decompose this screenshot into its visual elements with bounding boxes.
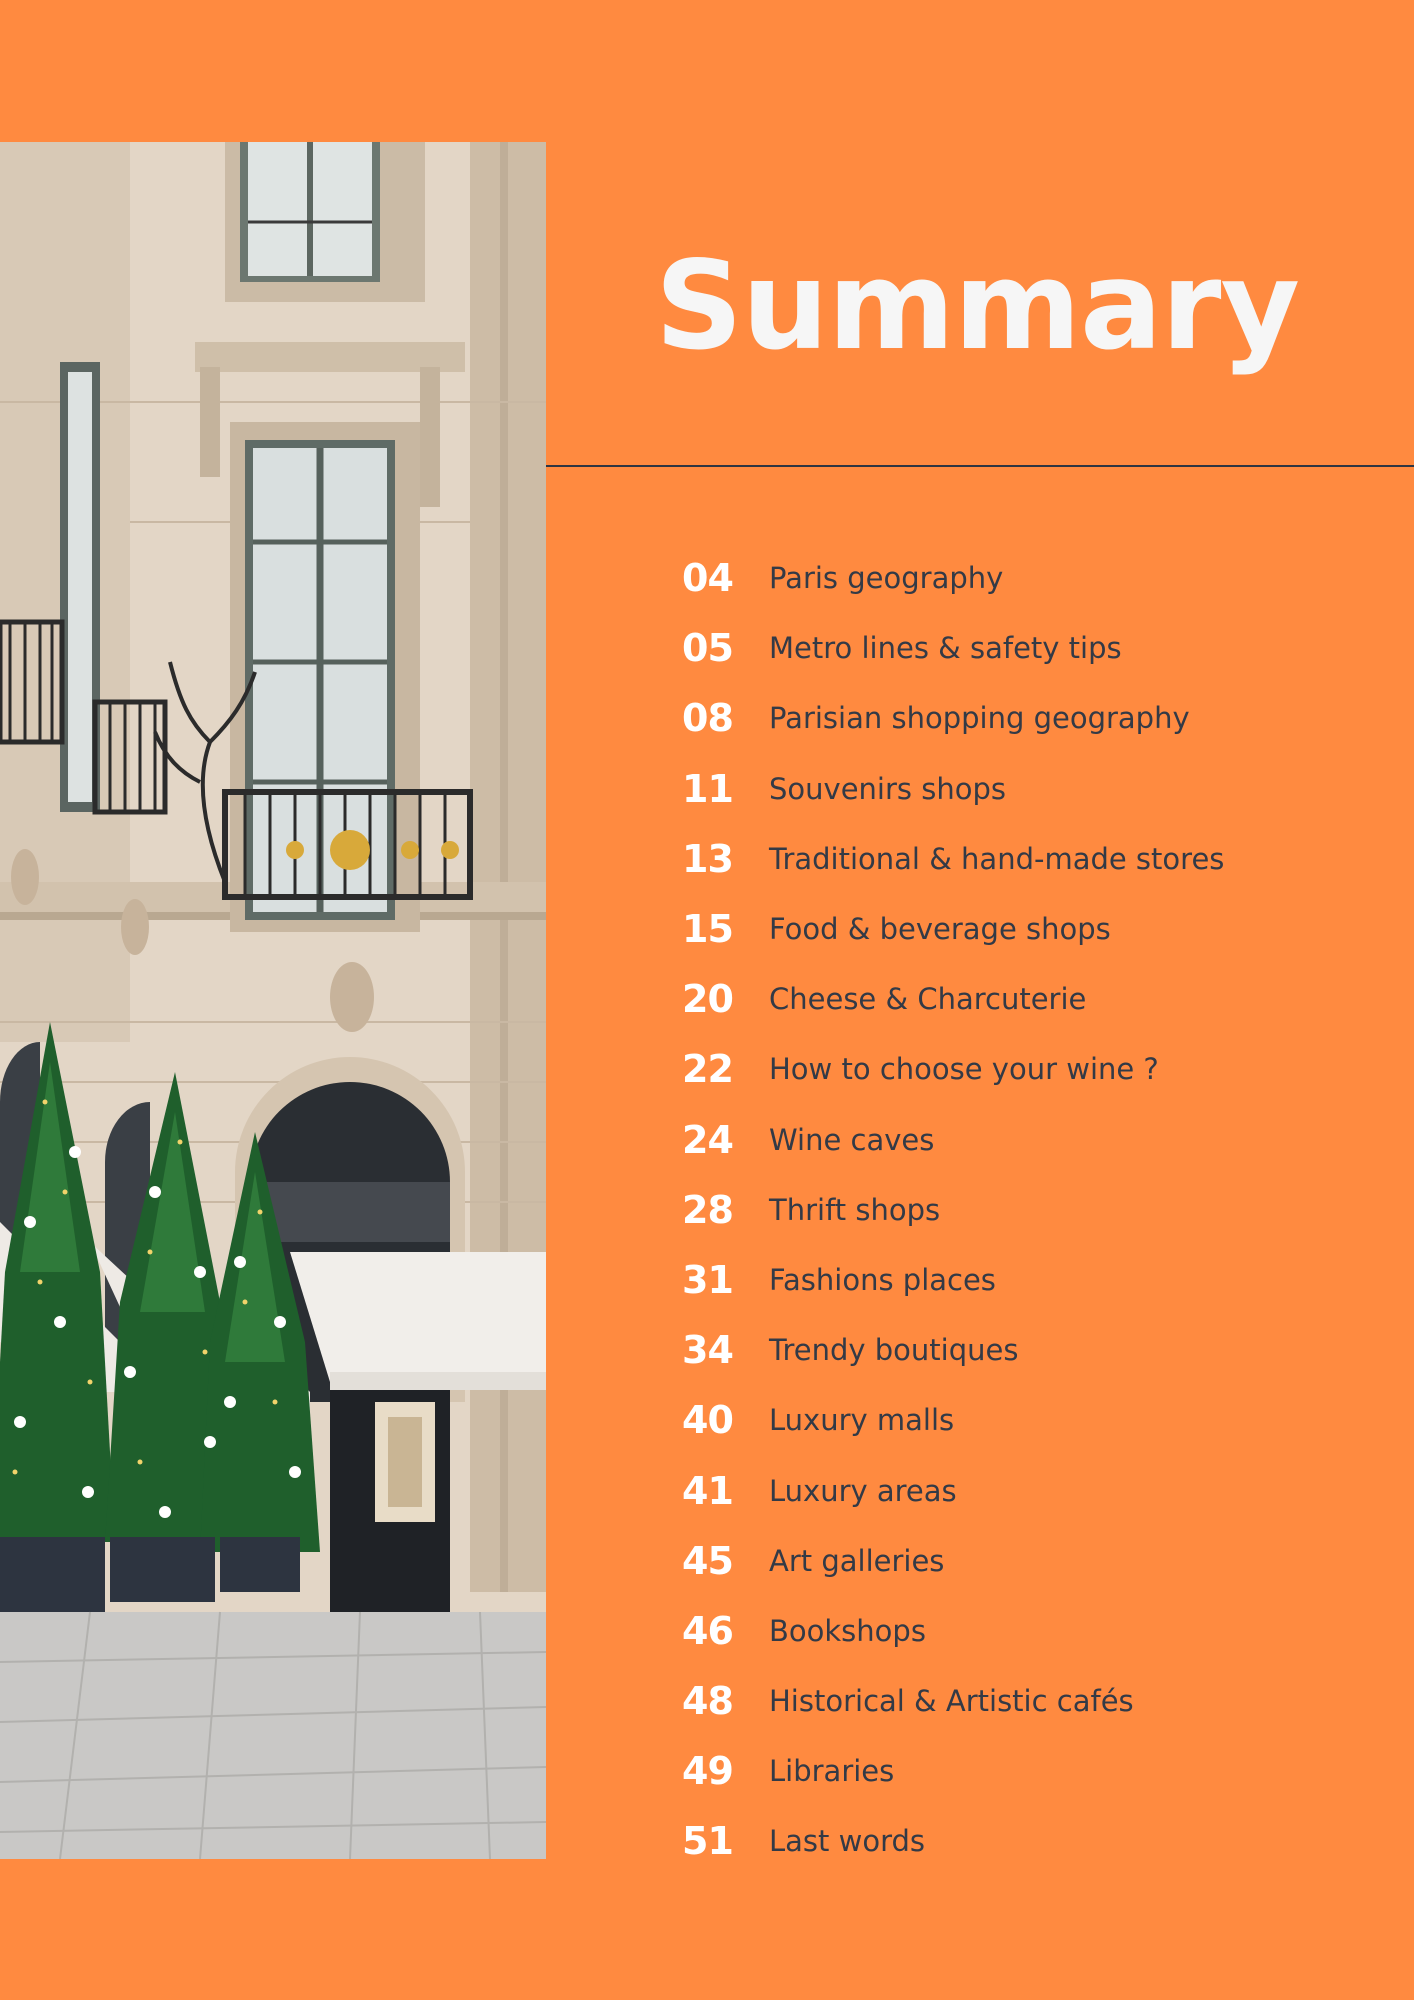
toc-entry-label: How to choose your wine ?: [769, 1052, 1159, 1087]
toc-page-number: 45: [682, 1538, 733, 1583]
toc-entry[interactable]: [660, 1034, 1380, 1104]
toc-entry[interactable]: [660, 1596, 1380, 1666]
toc-page-number: 49: [682, 1749, 733, 1794]
toc-entry-label: Wine caves: [769, 1122, 935, 1157]
toc-entry-label: Thrift shops: [769, 1192, 941, 1227]
toc-page-number: 31: [682, 1257, 733, 1302]
toc-entry-label: Luxury malls: [769, 1403, 955, 1438]
toc-entry-label: Food & beverage shops: [769, 912, 1111, 947]
toc-page-number: 08: [682, 696, 733, 741]
toc-page-number: 13: [682, 836, 733, 881]
toc-entry[interactable]: [660, 1666, 1380, 1736]
table-of-contents: [660, 543, 1380, 1877]
toc-entry-label: Bookshops: [769, 1613, 926, 1648]
toc-entry[interactable]: [660, 964, 1380, 1034]
toc-page-number: 41: [682, 1468, 733, 1513]
toc-page-number: 15: [682, 907, 733, 952]
toc-page-number: 51: [682, 1819, 733, 1864]
toc-entry[interactable]: [660, 754, 1380, 824]
toc-entry-label: Libraries: [769, 1754, 895, 1789]
toc-page-number: 20: [682, 977, 733, 1022]
toc-entry-label: Parisian shopping geography: [769, 701, 1190, 736]
toc-page-number: 28: [682, 1187, 733, 1232]
toc-entry-label: Last words: [769, 1824, 926, 1859]
toc-entry-label: Cheese & Charcuterie: [769, 982, 1087, 1017]
toc-entry-label: Historical & Artistic cafés: [769, 1684, 1134, 1719]
toc-entry[interactable]: [660, 1175, 1380, 1245]
toc-entry[interactable]: [660, 683, 1380, 753]
toc-entry[interactable]: [660, 1245, 1380, 1315]
toc-entry[interactable]: [660, 1806, 1380, 1876]
toc-entry[interactable]: [660, 1736, 1380, 1806]
toc-entry[interactable]: [660, 1385, 1380, 1455]
toc-entry-label: Paris geography: [769, 561, 1004, 596]
toc-entry[interactable]: [660, 894, 1380, 964]
toc-entry-label: Luxury areas: [769, 1473, 957, 1508]
toc-page-number: 11: [682, 766, 733, 811]
toc-entry[interactable]: [660, 1455, 1380, 1525]
toc-entry-label: Metro lines & safety tips: [769, 631, 1122, 666]
toc-entry[interactable]: [660, 824, 1380, 894]
toc-entry[interactable]: [660, 1315, 1380, 1385]
toc-entry[interactable]: [660, 613, 1380, 683]
toc-page-number: 34: [682, 1328, 733, 1373]
toc-page-number: 48: [682, 1679, 733, 1724]
toc-entry-label: Souvenirs shops: [769, 771, 1006, 806]
toc-entry-label: Trendy boutiques: [769, 1333, 1019, 1368]
toc-page-number: 04: [682, 556, 733, 601]
toc-page-number: 40: [682, 1398, 733, 1443]
cover-photo: [0, 142, 546, 1859]
toc-entry[interactable]: [660, 1105, 1380, 1175]
page-title: Summary: [655, 235, 1299, 377]
toc-page-number: 05: [682, 626, 733, 671]
title-divider: [546, 465, 1414, 467]
toc-entry-label: Traditional & hand-made stores: [769, 841, 1225, 876]
toc-entry[interactable]: [660, 1526, 1380, 1596]
toc-page-number: 22: [682, 1047, 733, 1092]
building-facade-illustration: [0, 142, 546, 1859]
toc-page-number: 24: [682, 1117, 733, 1162]
toc-entry-label: Art galleries: [769, 1543, 945, 1578]
toc-entry[interactable]: [660, 543, 1380, 613]
toc-entry-label: Fashions places: [769, 1262, 996, 1297]
toc-page-number: 46: [682, 1608, 733, 1653]
